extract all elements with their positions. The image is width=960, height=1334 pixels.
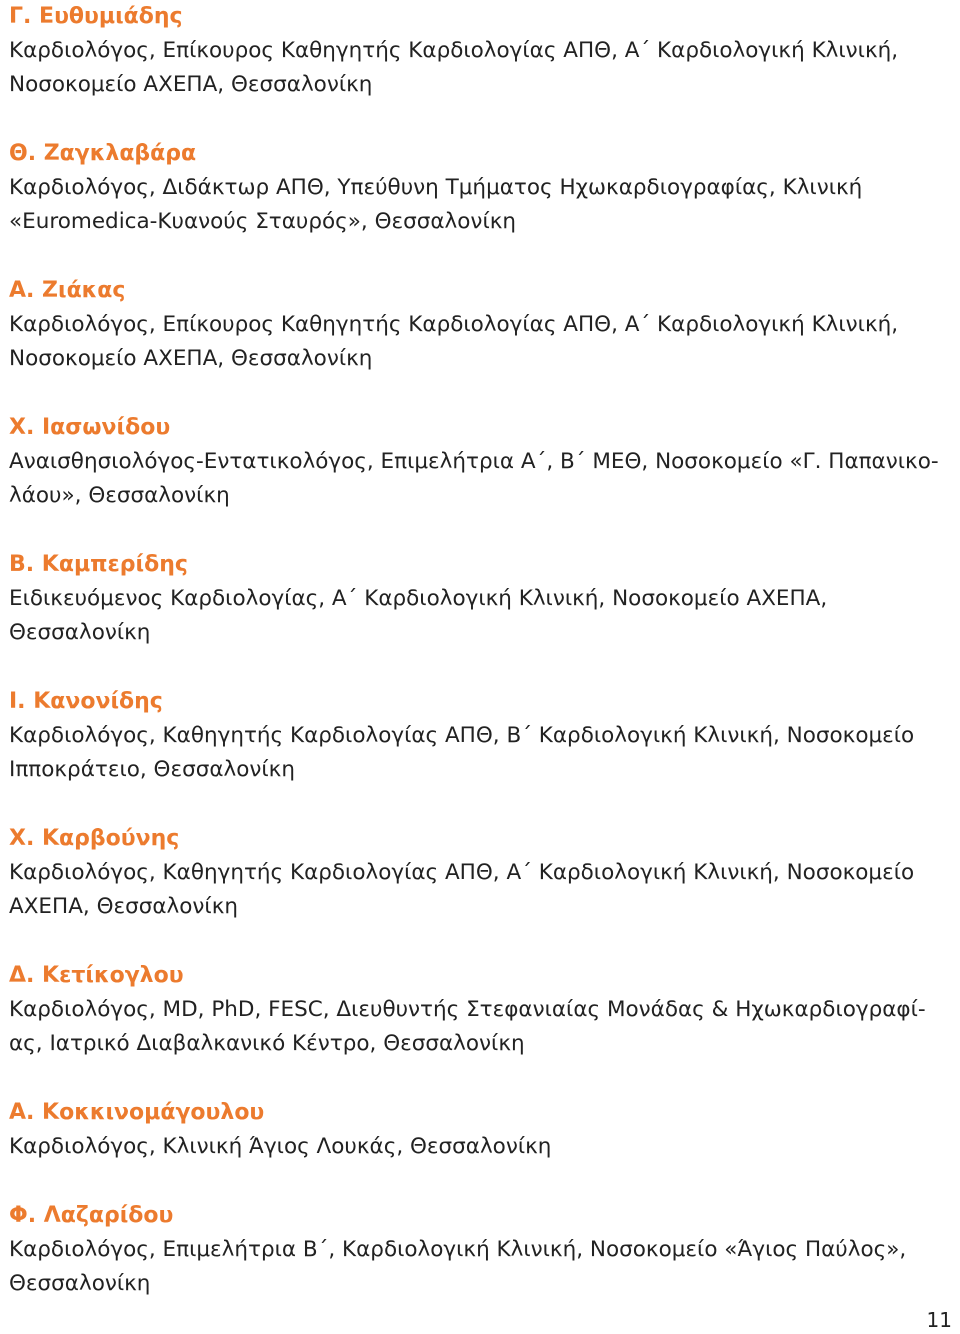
- faculty-affiliation-line: Καρδιολόγος, MD, PhD, FESC, Διευθυντής Στεφανιαίας Μονάδας & Ηχωκαρδιογραφί-: [9, 997, 926, 1022]
- faculty-entry: [9, 411, 949, 513]
- faculty-entry: [9, 1199, 949, 1301]
- faculty-name: Γ. Ευθυμιάδης: [9, 4, 183, 29]
- faculty-entry: [9, 137, 949, 239]
- faculty-affiliation-line: Ιπποκράτειο, Θεσσαλονίκη: [9, 757, 295, 782]
- faculty-affiliation-line: Καρδιολόγος, Διδάκτωρ ΑΠΘ, Υπεύθυνη Τμήματος Ηχωκαρδιογραφίας, Κλινική: [9, 175, 863, 200]
- faculty-affiliation-line: Καρδιολόγος, Κλινική Άγιος Λουκάς, Θεσσαλονίκη: [9, 1134, 552, 1159]
- faculty-affiliation-line: Καρδιολόγος, Επίκουρος Καθηγητής Καρδιολογίας ΑΠΘ, Α΄ Καρδιολογική Κλινική,: [9, 38, 899, 63]
- faculty-affiliation-line: Καρδιολόγος, Επίκουρος Καθηγητής Καρδιολογίας ΑΠΘ, Α΄ Καρδιολογική Κλινική,: [9, 312, 899, 337]
- faculty-affiliation-line: Καρδιολόγος, Επιμελήτρια Β΄, Καρδιολογική Κλινική, Νοσοκομείο «Άγιος Παύλος»,: [9, 1237, 907, 1262]
- faculty-name: Φ. Λαζαρίδου: [9, 1203, 174, 1228]
- faculty-affiliation-line: Καρδιολόγος, Καθηγητής Καρδιολογίας ΑΠΘ, Β΄ Καρδιολογική Κλινική, Νοσοκομείο: [9, 723, 915, 748]
- faculty-affiliation-line: Θεσσαλονίκη: [9, 620, 151, 645]
- faculty-affiliation-line: Ειδικευόμενος Καρδιολογίας, Α΄ Καρδιολογική Κλινική, Νοσοκομείο ΑΧΕΠΑ,: [9, 586, 828, 611]
- faculty-name: Α. Ζιάκας: [9, 278, 126, 303]
- faculty-entry: [9, 959, 949, 1061]
- faculty-name: Ι. Κανονίδης: [9, 689, 163, 714]
- faculty-affiliation-line: Καρδιολόγος, Καθηγητής Καρδιολογίας ΑΠΘ, Α΄ Καρδιολογική Κλινική, Νοσοκομείο: [9, 860, 915, 885]
- faculty-name: Δ. Κετίκογλου: [9, 963, 184, 988]
- faculty-affiliation-line: ας, Ιατρικό Διαβαλκανικό Κέντρο, Θεσσαλονίκη: [9, 1031, 525, 1056]
- faculty-entry: [9, 0, 949, 102]
- faculty-name: Χ. Ιασωνίδου: [9, 415, 171, 440]
- faculty-affiliation-line: λάου», Θεσσαλονίκη: [9, 483, 230, 508]
- faculty-affiliation-line: Νοσοκομείο ΑΧΕΠΑ, Θεσσαλονίκη: [9, 72, 373, 97]
- page-number: 11: [926, 1308, 952, 1332]
- faculty-name: Θ. Ζαγκλαβάρα: [9, 141, 197, 166]
- faculty-affiliation-line: «Euromedica-Κυανούς Σταυρός», Θεσσαλονίκη: [9, 209, 517, 234]
- faculty-affiliation-line: Θεσσαλονίκη: [9, 1271, 151, 1296]
- faculty-affiliation-line: Αναισθησιολόγος-Εντατικολόγος, Επιμελήτρια Α΄, Β΄ ΜΕΘ, Νοσοκομείο «Γ. Παπανικο-: [9, 449, 939, 474]
- faculty-affiliation-line: ΑΧΕΠΑ, Θεσσαλονίκη: [9, 894, 238, 919]
- faculty-entry: [9, 1096, 949, 1164]
- faculty-entry: [9, 548, 949, 650]
- faculty-name: Χ. Καρβούνης: [9, 826, 180, 851]
- faculty-name: Α. Κοκκινομάγουλου: [9, 1100, 265, 1125]
- faculty-entry: [9, 685, 949, 787]
- faculty-affiliation-line: Νοσοκομείο ΑΧΕΠΑ, Θεσσαλονίκη: [9, 346, 373, 371]
- faculty-name: Β. Καμπερίδης: [9, 552, 188, 577]
- faculty-entry: [9, 822, 949, 924]
- faculty-entry: [9, 274, 949, 376]
